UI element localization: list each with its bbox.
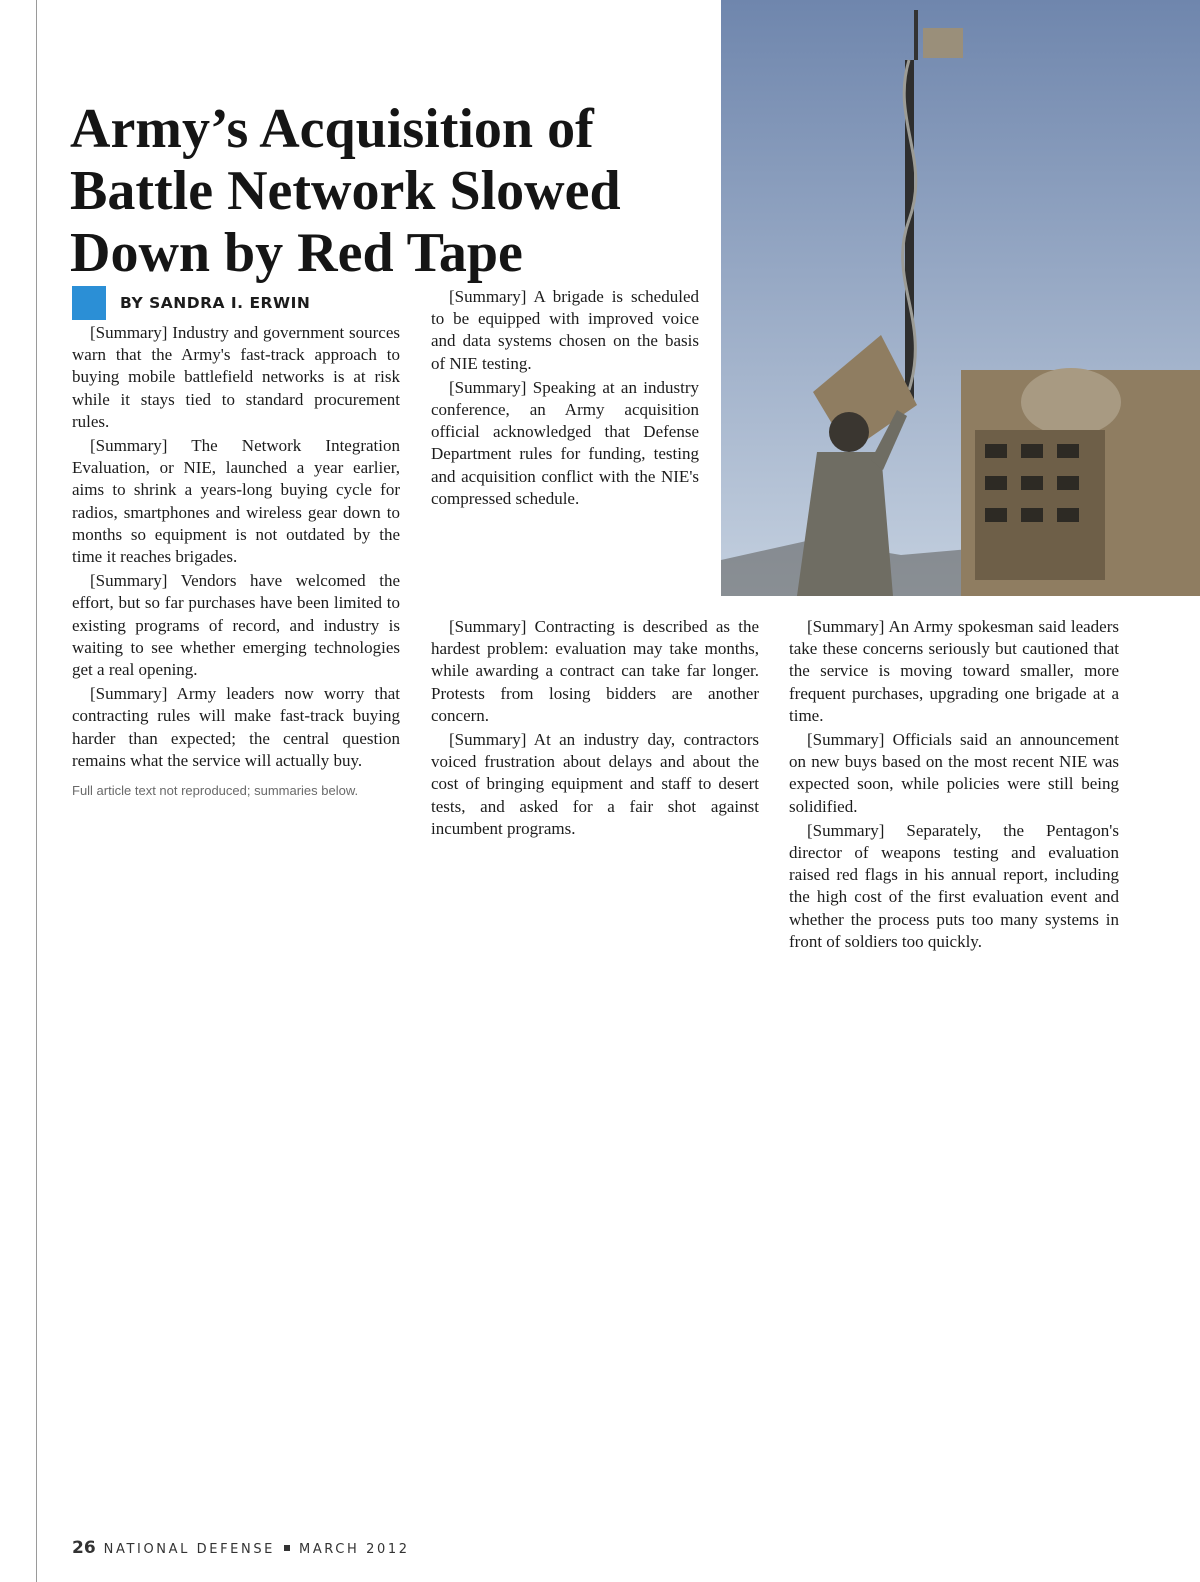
page-number: 26 — [72, 1538, 96, 1558]
column-3 — [789, 616, 1119, 955]
publication-name: NATIONAL DEFENSE — [103, 1542, 275, 1557]
photo-antenna-rod — [914, 10, 918, 60]
summary-paragraph: [Summary] A brigade is scheduled to be equipped with improved voice and data systems chosen on the basis of NIE testing. — [431, 287, 699, 373]
page-footer — [72, 1538, 410, 1558]
margin-rule — [36, 0, 37, 1582]
summary-paragraph: [Summary] Vendors have welcomed the effort, but so far purchases have been limited to existing programs of record, and industry is waiting to see whether emerging technologies get a real opening. — [72, 571, 400, 680]
headline: Army’s Acquisition of Battle Network Slowed Down by Red Tape — [70, 98, 621, 284]
summary-paragraph: [Summary] Army leaders now worry that contracting rules will make fast-track buying harder than expected; the central question remains what the service will actually buy. — [72, 684, 400, 770]
reproduction-note: Full article text not reproduced; summaries below. — [72, 783, 359, 799]
issue-date: MARCH 2012 — [299, 1542, 410, 1557]
column-2 — [431, 286, 699, 512]
summary-paragraph: [Summary] Industry and government sources warn that the Army's fast-track approach to buying mobile battlefield networks is at risk while it stays tied to standard procurement rules. — [72, 323, 400, 431]
photo-soldier-head — [829, 412, 869, 452]
summary-paragraph: [Summary] The Network Integration Evaluation, or NIE, launched a year earlier, aims to shrink a years-long buying cycle for radios, smartphones and wireless gear down to months so equipment is not outdated by the time it reaches brigades. — [72, 436, 400, 567]
summary-paragraph: [Summary] An Army spokesman said leaders take these concerns seriously but cautioned that the service is moving toward smaller, more frequent purchases, upgrading one brigade at a time. — [789, 617, 1119, 725]
summary-paragraph: [Summary] Contracting is described as the hardest problem: evaluation may take months, while awarding a contract can take far longer. Protests from losing bidders are another concern. — [431, 617, 759, 725]
drop-square — [72, 286, 106, 320]
photo-connectors — [985, 444, 1079, 522]
column-2-lower — [431, 616, 759, 842]
summary-paragraph: [Summary] Officials said an announcement on new buys based on the most recent NIE was expected soon, while policies were still being solidified. — [789, 730, 1119, 816]
separator-square — [284, 1545, 290, 1551]
summary-paragraph: [Summary] Speaking at an industry conference, an Army acquisition official acknowledged that Defense Department rules for funding, testing and acquisition conflict with the NIE's compressed schedule. — [431, 377, 699, 508]
byline: BY SANDRA I. ERWIN — [120, 293, 311, 312]
column-1 — [72, 286, 400, 800]
photo-dome — [1021, 368, 1121, 436]
byline-row — [72, 286, 400, 320]
article-photo — [721, 0, 1200, 596]
summary-paragraph: [Summary] At an industry day, contractors voiced frustration about delays and about the cost of bringing equipment and staff to desert tests, and asked for a fair shot against incumbent programs. — [431, 730, 759, 838]
summary-paragraph: [Summary] Separately, the Pentagon's director of weapons testing and evaluation raised red flags in his annual report, including the high cost of the first evaluation event and whether the process puts too many systems in front of soldiers too quickly. — [789, 820, 1119, 951]
photo-antenna-head — [923, 28, 963, 58]
